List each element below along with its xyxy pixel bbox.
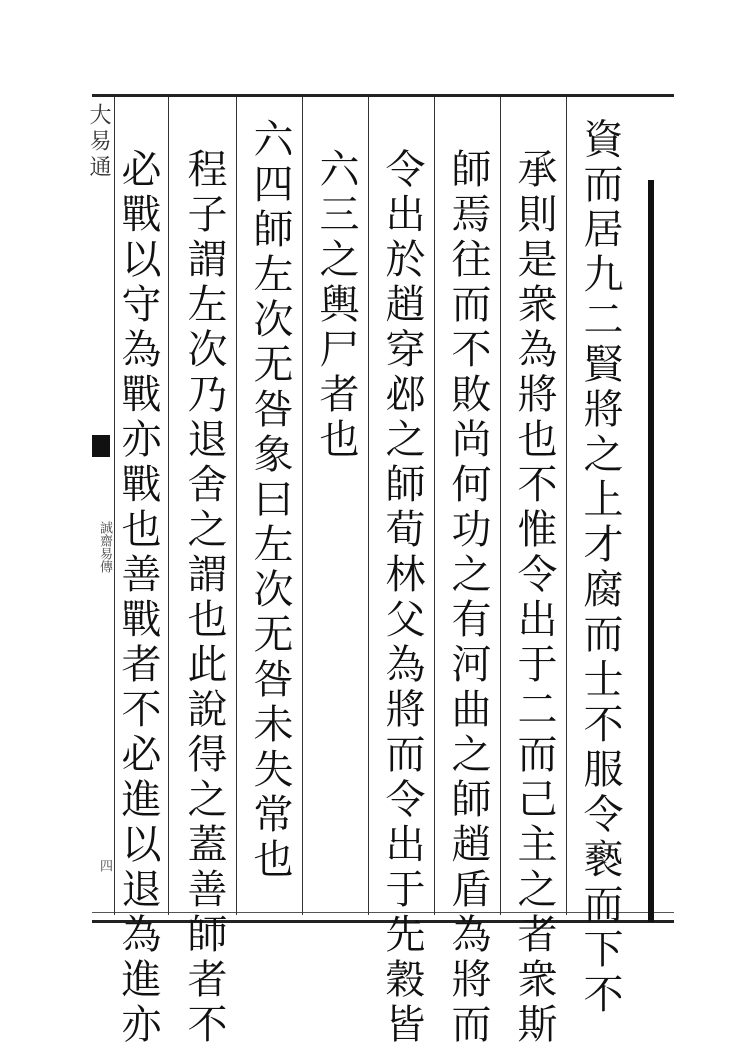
text-column-6: 六四師左次无咎象曰左次无咎未失常也 — [247, 118, 293, 883]
column-rule — [236, 97, 237, 915]
text-column-4: 令出於趙穿邲之師荀林父為將而令出于先穀皆 — [379, 148, 425, 1048]
text-column-5: 六三之輿尸者也 — [313, 148, 359, 463]
text-column-1: 資而居九二賢將之上才腐而士不服令褻而下不 — [577, 118, 623, 1018]
column-rule — [302, 97, 303, 915]
page-margin-column — [86, 97, 114, 915]
chapter-title: 誠齋易傳 — [97, 521, 112, 573]
text-column-8: 必戰以守為戰亦戰也善戰者不必進以退為進亦 — [115, 148, 161, 1048]
column-rule — [566, 97, 567, 915]
text-column-3: 師焉往而不敗尚何功之有河曲之師趙盾為將而 — [445, 148, 491, 1048]
text-column-2: 承則是衆為將也不惟令出于二而己主之者衆斯 — [511, 148, 557, 1048]
right-border-line — [648, 180, 654, 922]
top-border-line — [92, 94, 674, 97]
column-rule — [168, 97, 169, 915]
column-rule — [368, 97, 369, 915]
book-title: 大易通 — [86, 103, 111, 181]
text-column-7: 程子謂左次乃退舍之謂也此說得之蓋善師者不 — [181, 148, 227, 1048]
column-rule — [500, 97, 501, 915]
fish-tail-mark — [92, 435, 110, 457]
page-number: 四 — [97, 859, 112, 872]
column-rule — [434, 97, 435, 915]
